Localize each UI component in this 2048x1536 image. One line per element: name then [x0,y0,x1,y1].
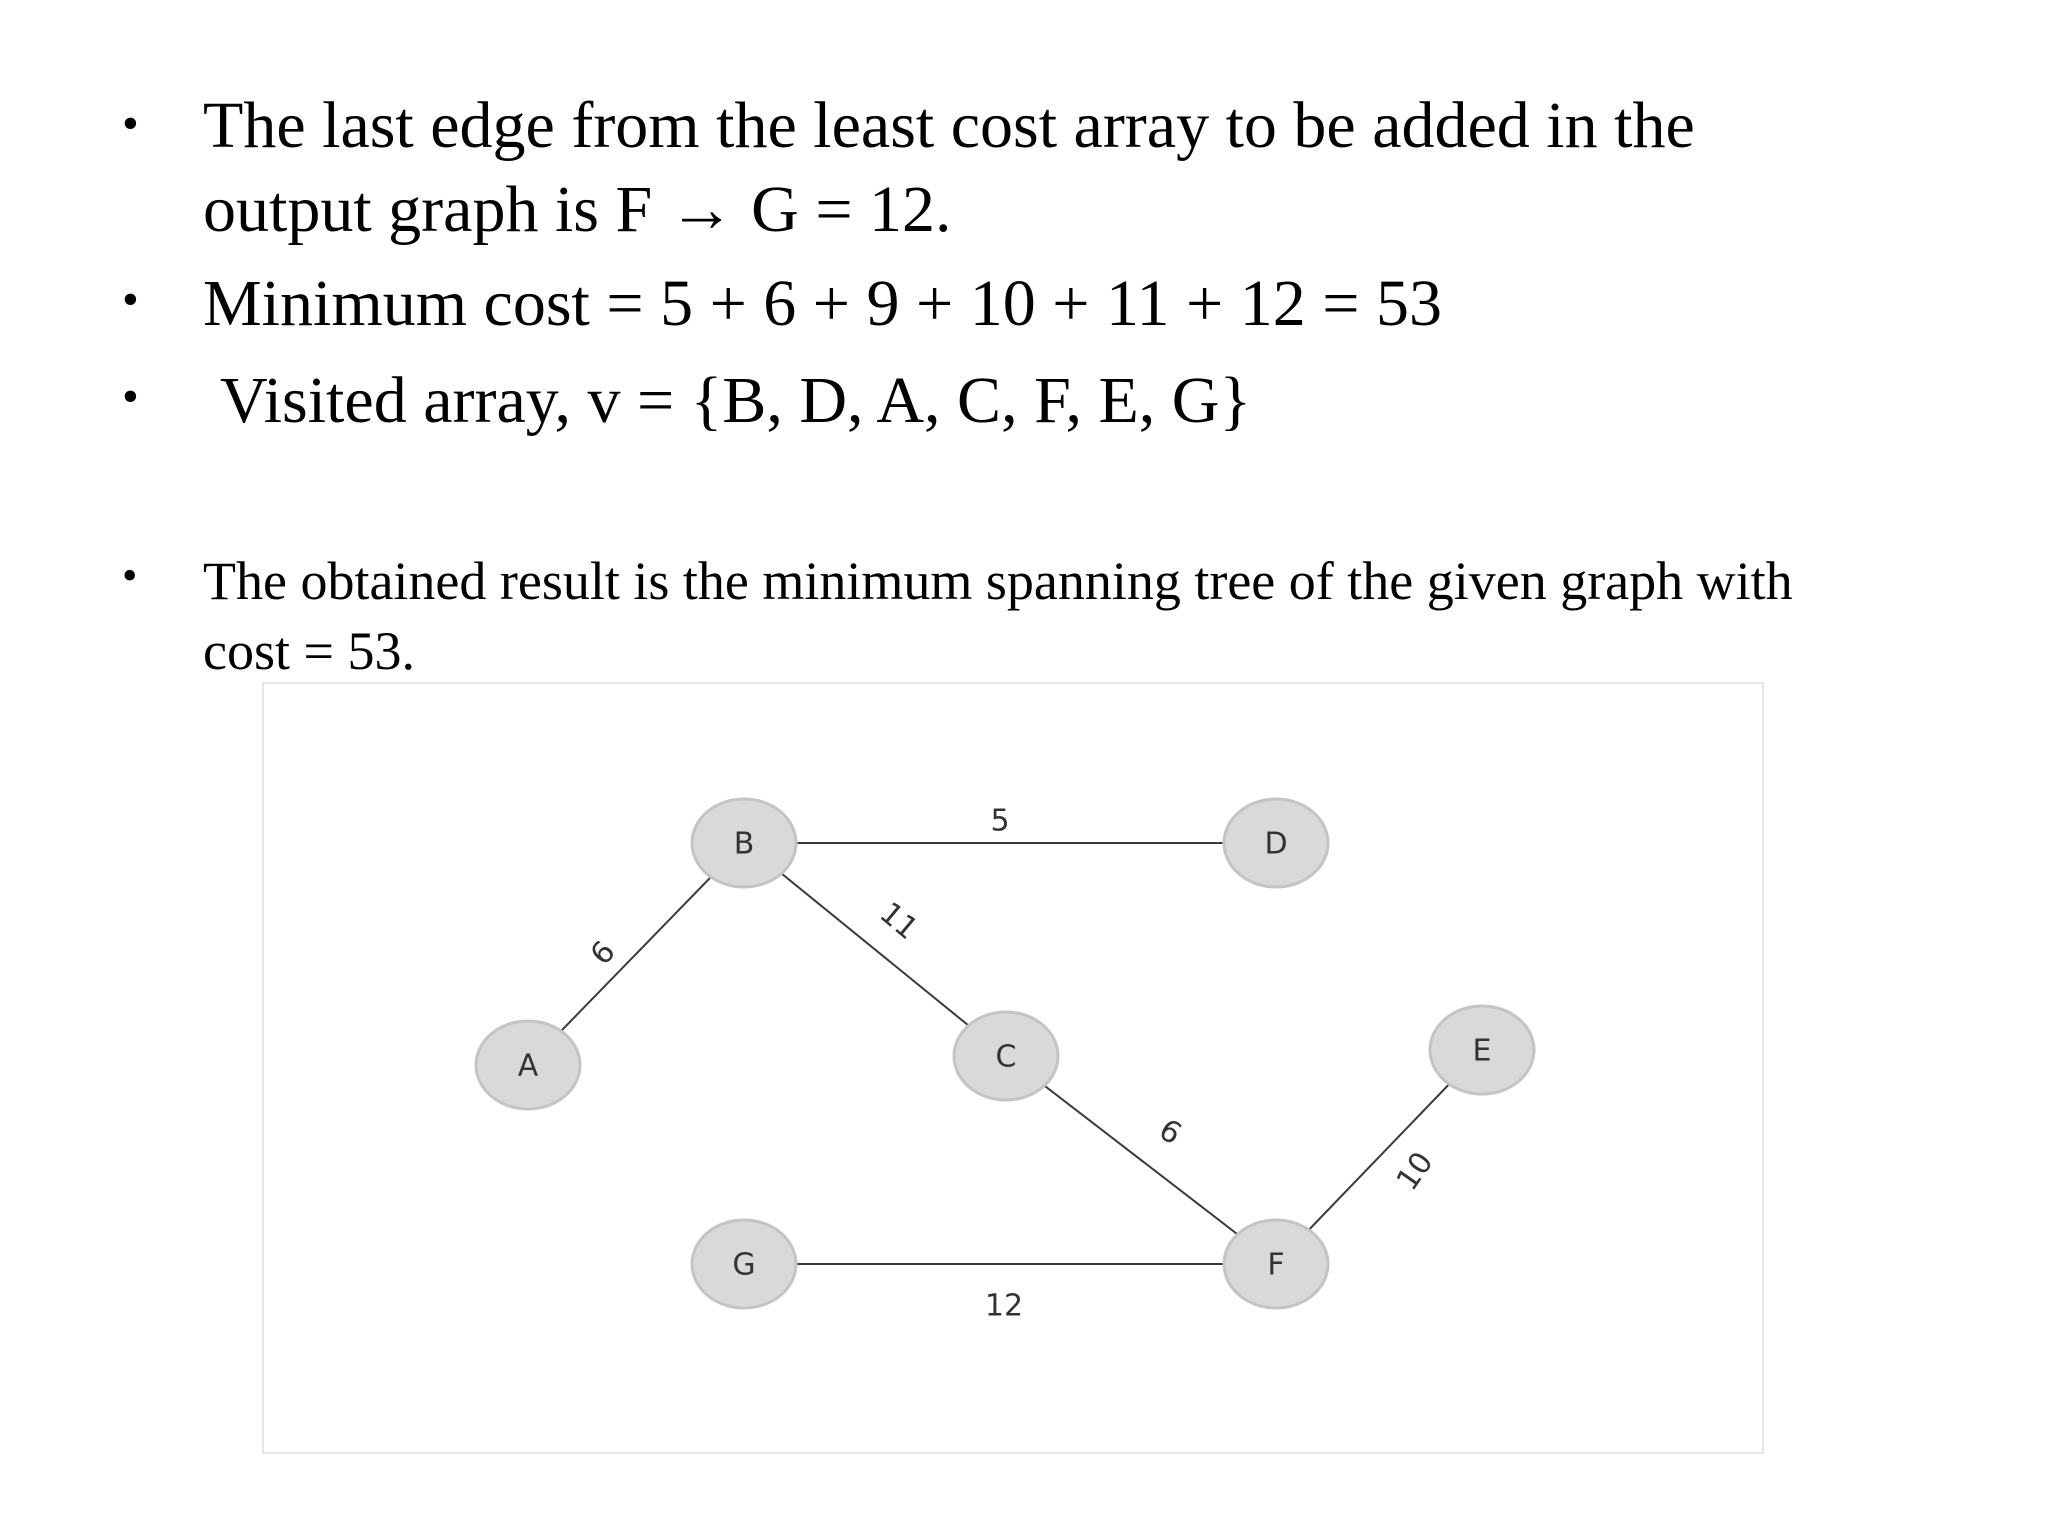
bullet-list [0,0,2048,700]
bullet-dot: • [122,370,139,423]
node-label: A [517,1048,539,1084]
graph-node-b [692,799,796,887]
graph-node-d [1224,799,1328,887]
node-label: G [732,1247,756,1283]
edge-weight-label: 10 [1389,1145,1441,1198]
bullet-dot: • [122,273,139,326]
edge-weight-label: 9 [1154,1109,1189,1150]
graph-node-g [692,1220,796,1308]
node-label: C [995,1039,1017,1075]
graph-node-f [1224,1220,1328,1308]
node-label: F [1267,1247,1285,1283]
bullet-text-line: The obtained result is the minimum spanning tree of the given graph with [203,551,1793,611]
edge-weight-label: 11 [872,895,925,947]
node-label: B [733,826,755,862]
bullet-dot: • [122,551,138,600]
edge-b-c [744,843,1006,1056]
edge-weight-label: 12 [984,1288,1024,1324]
graph-figure [262,682,1764,1454]
graph-node-c [954,1012,1058,1100]
bullet-text-line: Minimum cost = 5 + 6 + 9 + 10 + 11 + 12 = 53 [203,267,1442,340]
graph-node-e [1430,1006,1534,1094]
bullet-text-line: The last edge from the least cost array to be added in the [203,89,1695,162]
bullet-text-line: cost = 53. [203,621,415,681]
graph-canvas [264,684,1762,1452]
edge-weight-label: 6 [583,934,623,973]
node-label: D [1264,826,1288,862]
edge-weight-label: 5 [990,803,1010,839]
bullet-text-line: output graph is F → G = 12. [203,173,952,246]
node-label: E [1472,1033,1492,1069]
graph-node-a [476,1021,580,1109]
bullet-text-line: Visited array, v = {B, D, A, C, F, E, G} [220,364,1252,437]
bullet-dot: • [122,97,139,150]
edge-c-f [1006,1056,1276,1264]
